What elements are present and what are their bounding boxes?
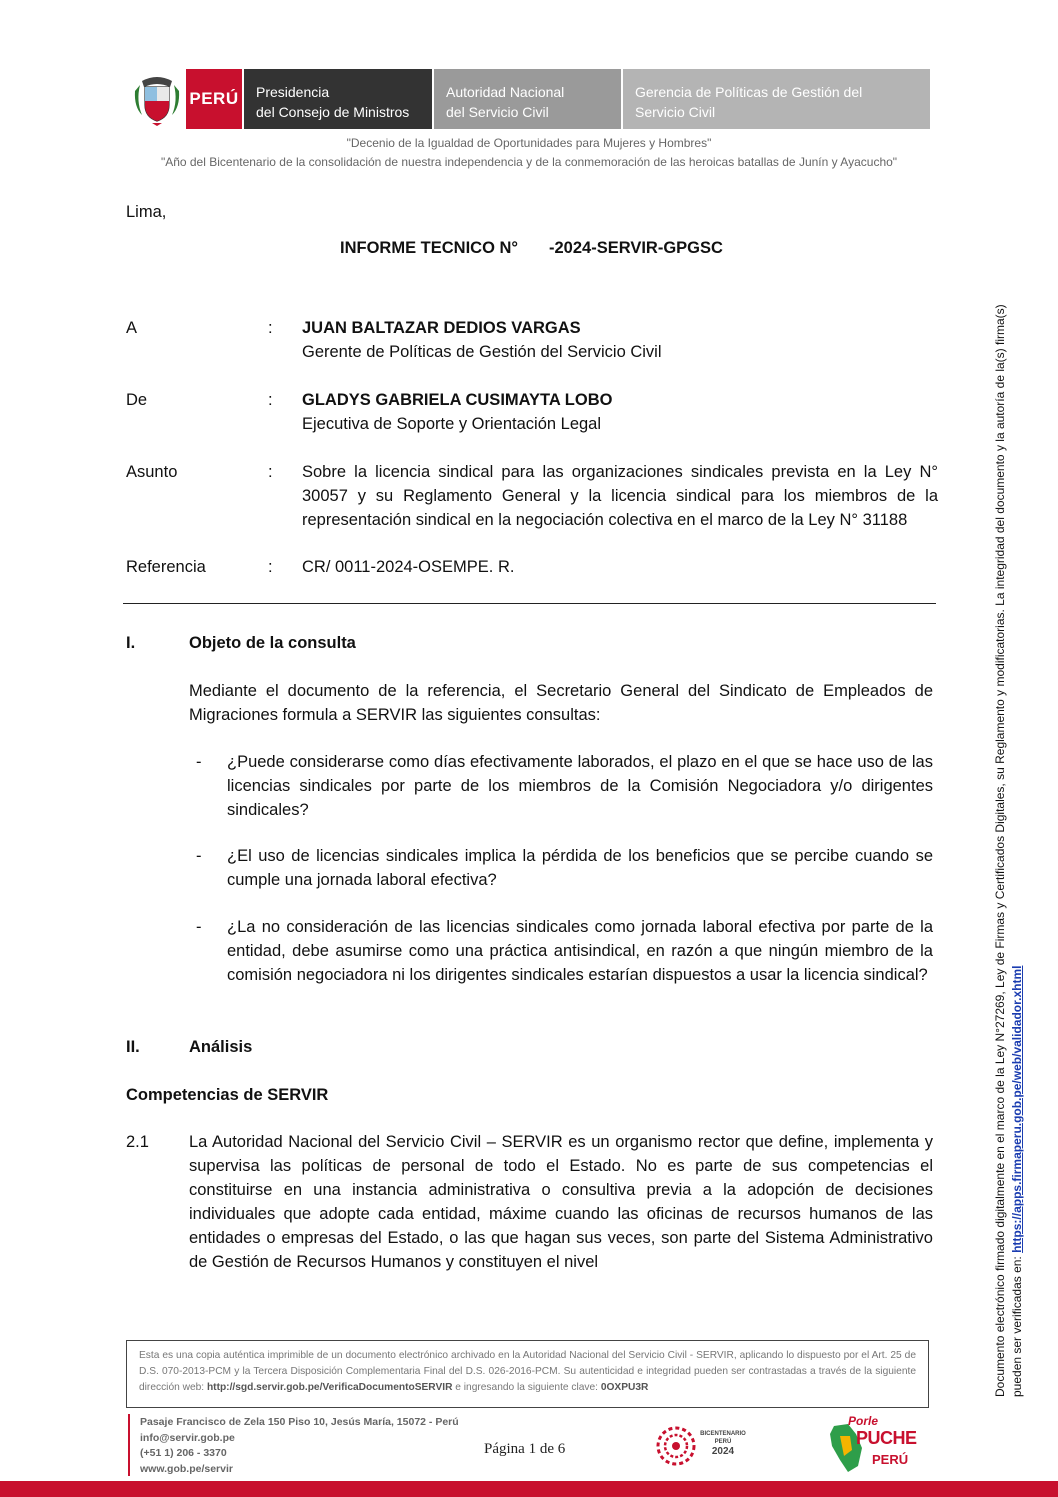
peru-logo: PERÚ (186, 69, 242, 129)
website-line: www.gob.pe/servir (140, 1462, 233, 1475)
field-de-label: De (126, 391, 148, 409)
bicentenario-peru: PERÚ (714, 1439, 732, 1445)
field-a-name: JUAN BALTAZAR DEDIOS VARGAS (302, 319, 581, 337)
header-box-pcm-line1: Presidencia (256, 84, 330, 100)
bullet-text: ¿El uso de licencias sindicales implica la pérdida de los beneficios que se percibe cuando se cumple una jornada laboral efectiva? (227, 847, 933, 889)
section2-subtitle: Competencias de SERVIR (126, 1086, 329, 1104)
field-a-label: A (126, 319, 138, 337)
email-line: info@servir.gob.pe (140, 1431, 235, 1444)
field-referencia-label: Referencia (126, 558, 206, 576)
signature-note-line1: Documento electrónico firmado digitalmente en el marco de la Ley N°27269, Ley de Firmas y Certificados Digitales, su Reglamento y modificatorias. La integridad del documento y la autoría de la(s) firma(s) (993, 304, 1007, 1397)
bullet-dash: - (196, 918, 202, 936)
header-box-gerencia (623, 69, 930, 129)
bullet-text: ¿Puede considerarse como días efectivamente laborados, el plazo en el que se hace uso de las licencias sindicales por parte de los miembros de la Comisión Negociadora y/o dirigentes sindicales? (227, 753, 933, 819)
field-referencia-colon: : (268, 558, 273, 576)
puche-text: PUCHE (856, 1428, 917, 1448)
field-de-role: Ejecutiva de Soporte y Orientación Legal (302, 415, 602, 433)
decenio-motto: "Decenio de la Igualdad de Oportunidades para Mujeres y Hombres" (346, 136, 712, 150)
header-box-gerencia-line2: Servicio Civil (635, 104, 716, 120)
signature-note-line2 (1009, 207, 1026, 1397)
phone-line: (+51 1) 206 - 3370 (140, 1447, 227, 1459)
header-box-pcm-line2: del Consejo de Ministros (256, 104, 410, 120)
field-asunto-colon: : (268, 463, 273, 481)
page-number: Página 1 de 6 (484, 1441, 566, 1457)
field-asunto-text: Sobre la licencia sindical para las organizaciones sindicales prevista en la Ley N° 30057 y su Reglamento General y la licencia sindical para los miembros de la representación sindical en la negociación colectiva en el marco de la Ley N° 31188 (302, 463, 938, 529)
porle-text: Porle (848, 1414, 879, 1428)
contact-address (140, 1415, 459, 1477)
header-box-servir-line1: Autoridad Nacional (446, 84, 565, 100)
bicentenario-logo (652, 1422, 748, 1472)
field-de-name: GLADYS GABRIELA CUSIMAYTA LOBO (302, 391, 613, 409)
footer-red-line (128, 1414, 130, 1476)
place-date: Lima, (126, 203, 167, 221)
bicentenario-emblem-icon (652, 1422, 700, 1470)
report-title: INFORME TECNICO N° (340, 239, 519, 257)
authenticity-notice (126, 1340, 929, 1408)
year-motto: "Año del Bicentenario de la consolidación de nuestra independencia y de la conmemoración de las heroicas batallas de Junín y Ayacucho" (160, 155, 898, 169)
bicentenario-year: 2024 (711, 1446, 735, 1457)
validator-link[interactable]: https://apps.firmaperu.gob.pe/web/validador.xhtml (1010, 965, 1024, 1253)
authenticity-mid: e ingresando la siguiente clave: (452, 1382, 601, 1393)
field-a-colon: : (268, 319, 273, 337)
report-number: -2024-SERVIR-GPGSC (549, 239, 723, 257)
bicentenario-word: BICENTENARIO (700, 1431, 746, 1437)
section2-title: Análisis (189, 1038, 253, 1056)
section1-intro: Mediante el documento de la referencia, el Secretario General del Sindicato de Empleados de Migraciones formula a SERVIR las siguientes consultas: (189, 682, 933, 724)
puche-logo (826, 1414, 926, 1476)
digital-signature-note (992, 207, 1032, 1397)
header-box-servir-line2: del Servicio Civil (446, 104, 549, 120)
header-box-servir (434, 69, 621, 129)
verification-url[interactable]: http://sgd.servir.gob.pe/VerificaDocumentoSERVIR (206, 1382, 453, 1393)
section1-title: Objeto de la consulta (189, 634, 356, 652)
signature-note-prefix: pueden ser verificadas en: (1010, 1252, 1024, 1397)
bullet-dash: - (196, 847, 202, 865)
divider (123, 603, 936, 604)
field-a-role: Gerente de Políticas de Gestión del Servicio Civil (302, 343, 662, 361)
header-banner (128, 69, 930, 129)
paragraph-2-1: La Autoridad Nacional del Servicio Civil – SERVIR es un organismo rector que define, implementa y supervisa las políticas de personal de todo el Estado. No es parte de sus competencias el constituirse en una instancia administrativa o consultiva previa a la adopción de decisiones individuales que adopte cada entidad, máxime cuando las oficinas de recursos humanos de las entidades o empresas del Estado, o las que hagan sus veces, son parte del Sistema Administrativo de Gestión de Recursos Humanos y constituyen el nivel (189, 1133, 933, 1271)
header-box-gerencia-line1: Gerencia de Políticas de Gestión del (635, 84, 863, 100)
bullet-text: ¿La no consideración de las licencias sindicales como jornada laboral efectiva por parte de la entidad, debe asumirse como una práctica antisindical, en razón a que ningún miembro de la comisión negociadora ni los dirigentes sindicales estarían dispuestos a usar la licencia sindical? (227, 918, 933, 984)
bottom-red-bar (0, 1481, 1058, 1497)
section1-number: I. (126, 634, 136, 652)
field-referencia-text: CR/ 0011-2024-OSEMPE. R. (302, 558, 515, 576)
header-box-pcm (244, 69, 432, 129)
field-asunto-label: Asunto (126, 463, 178, 481)
paragraph-number: 2.1 (126, 1133, 149, 1151)
section2-number: II. (126, 1038, 140, 1056)
verification-key: 0OXPU3R (600, 1382, 649, 1393)
field-de-colon: : (268, 391, 273, 409)
bullet-dash: - (196, 753, 202, 771)
address-line: Pasaje Francisco de Zela 150 Piso 10, Jesús María, 15072 - Perú (140, 1416, 459, 1428)
coat-of-arms-icon (128, 69, 186, 129)
puche-peru-text: PERÚ (872, 1452, 909, 1467)
authenticity-text: Esta es una copia auténtica imprimible de un documento electrónico archivado en la Autoridad Nacional del Servicio Civil - SERVIR, aplicando lo dispuesto por el Art. 25 de D.S. 070-2013-PCM y la Tercera Disposición Complementaria Final del D.S. 026-2016-PCM. Su autenticidad e integridad pueden ser contrastadas a través de la siguiente dirección web: (139, 1350, 916, 1393)
